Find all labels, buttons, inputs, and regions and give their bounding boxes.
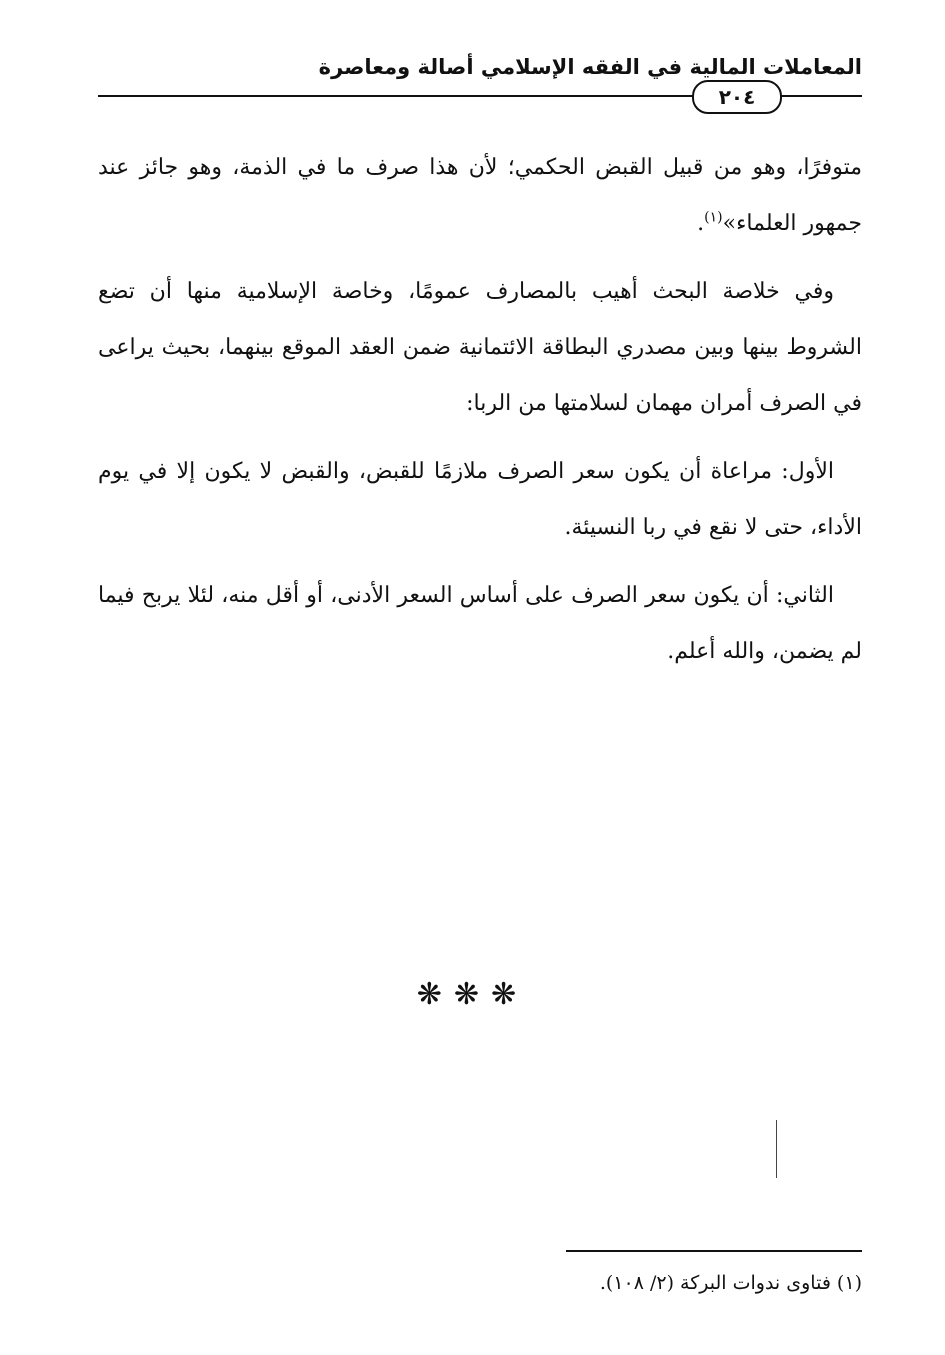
paragraph-1 [98,140,862,252]
paragraph-1-text: متوفرًا، وهو من قبيل القبض الحكمي؛ لأن هذا صرف ما في الذمة، وهو جائز عند جمهور العلماء» [98,155,862,236]
paragraph-4: الثاني: أن يكون سعر الصرف على أساس السعر الأدنى، أو أقل منه، لئلا يربح فيما لم يضمن، والله أعلم. [98,583,862,664]
footnote-reference: (١) [704,209,723,226]
footnote-rule [566,1250,862,1252]
footnote-1: (١) فتاوى ندوات البركة (٢/ ١٠٨). [599,1272,862,1294]
page-number: ٢٠٤ [692,80,782,114]
paragraph-3: الأول: مراعاة أن يكون سعر الصرف ملازمًا للقبض، والقبض لا يكون إلا في يوم الأداء، حتى لا نقع في ربا النسيئة. [98,459,862,540]
paragraph-1-end: . [697,211,705,236]
paragraph-2: وفي خلاصة البحث أهيب بالمصارف عمومًا، وخاصة الإسلامية منها أن تضع الشروط بينها وبين مصدري البطاقة الائتمانية ضمن العقد الموقع بينهما، بحيث يراعى في الصرف أمران مهمان لسلامتها من الربا: [98,279,862,416]
margin-line [776,1120,777,1178]
body-text [98,140,862,692]
section-end-ornament: ❋❋❋ [416,977,529,1012]
running-header-title: المعاملات المالية في الفقه الإسلامي أصالة ومعاصرة [318,55,862,79]
